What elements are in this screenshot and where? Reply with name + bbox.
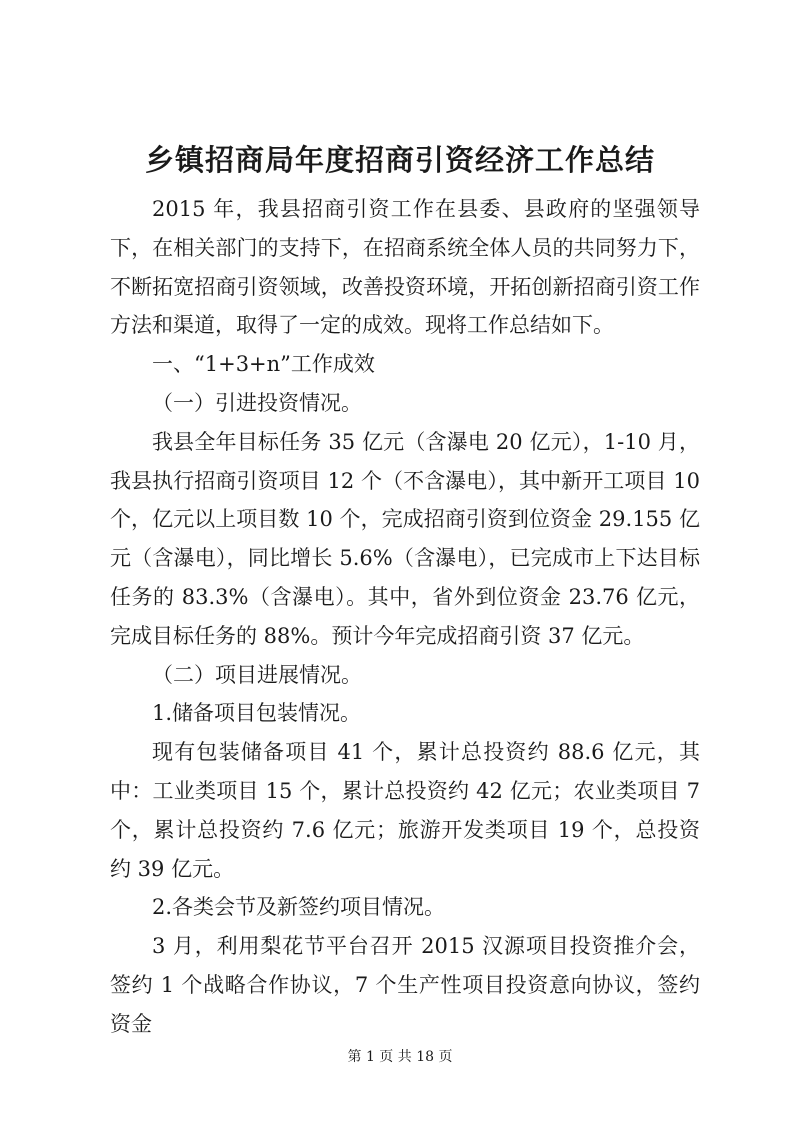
paragraph-intro: 2015 年，我县招商引资工作在县委、县政府的坚强领导下，在相关部门的支持下，在招商系统全体人员的共同努力下，不断拓宽招商引资领域，改善投资环境，开拓创新招商引资工作方法和渠道，取得了一定的成效。现将工作总结如下。 [110, 197, 700, 338]
paragraph-reserve-projects: 现有包装储备项目 41 个，累计总投资约 88.6 亿元，其中：工业类项目 15 个，累计总投资约 42 亿元；农业类项目 7 个，累计总投资约 7.6 亿元；旅游开发类项目 19 个，总投资约 39 亿元。 [110, 740, 700, 881]
paragraph-events: 3 月，利用梨花节平台召开 2015 汉源项目投资推介会，签约 1 个战略合作协议，7 个生产性项目投资意向协议，签约资金 [110, 934, 700, 1036]
heading-subsection-2: （二）项目进展情况。 [152, 662, 362, 687]
heading-subsection-1: （一）引进投资情况。 [152, 390, 362, 415]
paragraph-investment: 我县全年目标任务 35 亿元（含瀑电 20 亿元），1-10 月，我县执行招商引资项目 12 个（不含瀑电），其中新开工项目 10 个，亿元以上项目数 10 个，完成招商引资到位资金 29.155 亿元（含瀑电），同比增长 5.6%（含瀑电），已完成市上下达目标任务的 83.3%（含瀑电）。其中，省外到位资金 23.76 亿元，完成目标任务的 88%。预计今年完成招商引资 37 亿元。 [110, 429, 700, 648]
heading-section-1: 一、“1+3+n”工作成效 [152, 352, 375, 377]
document-title: 乡镇招商局年度招商引资经济工作总结 [144, 143, 655, 177]
page-footer: 第 1 页 共 18 页 [347, 1049, 453, 1065]
document-body [110, 190, 700, 1044]
heading-item-1: 1.储备项目包装情况。 [152, 701, 362, 726]
heading-item-2: 2.各类会节及新签约项目情况。 [152, 895, 446, 920]
